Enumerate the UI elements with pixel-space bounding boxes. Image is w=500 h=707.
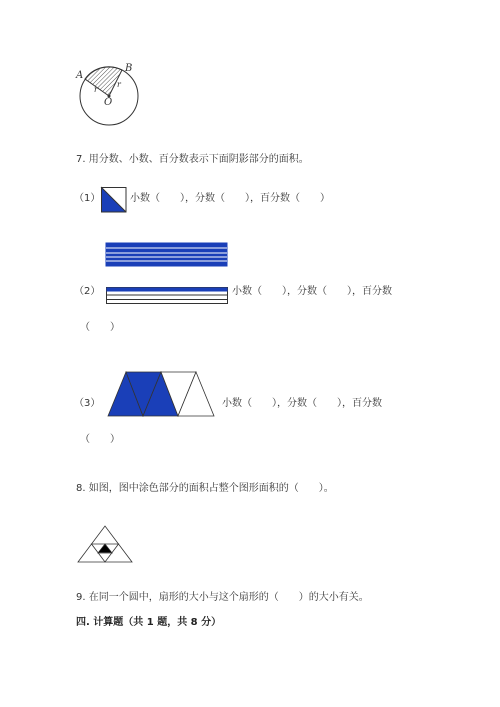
circle-sector-figure [72, 58, 152, 128]
q7-part1-square [101, 187, 127, 213]
label-a: A [76, 70, 84, 81]
label-r2: r [117, 80, 121, 89]
q9-text: 9. 在同一个圆中，扇形的大小与这个扇形的（ ）的大小有关。 [76, 592, 369, 603]
q7-part3-answer: 小数（ ），分数（ ），百分数 [222, 398, 382, 409]
q7-part2-partial-bar [106, 287, 228, 305]
q7-part2-number: （2） [74, 286, 101, 297]
q7-part2-shaded-bar [106, 243, 228, 267]
q7-part1-answer: 小数（ ），分数（ ），百分数（ ） [130, 193, 330, 204]
q7-part2-continuation: （ ） [80, 322, 120, 333]
q7-part3-triangles [108, 372, 218, 418]
label-r1: r [94, 85, 98, 94]
label-b: B [125, 63, 133, 74]
q7-part3-continuation: （ ） [80, 434, 120, 445]
q7-part3-number: （3） [74, 398, 101, 409]
label-o: O [104, 97, 113, 108]
q8-text: 8. 如图，图中涂色部分的面积占整个图形面积的（ ）。 [76, 483, 334, 494]
q7-part1-number: （1） [74, 193, 101, 204]
q8-triangle-figure [77, 525, 137, 565]
q7-title: 7. 用分数、小数、百分数表示下面阴影部分的面积。 [76, 154, 309, 165]
section4-title: 四. 计算题（共 1 题，共 8 分） [76, 617, 222, 628]
q7-part2-answer: 小数（ ），分数（ ），百分数 [232, 286, 392, 297]
